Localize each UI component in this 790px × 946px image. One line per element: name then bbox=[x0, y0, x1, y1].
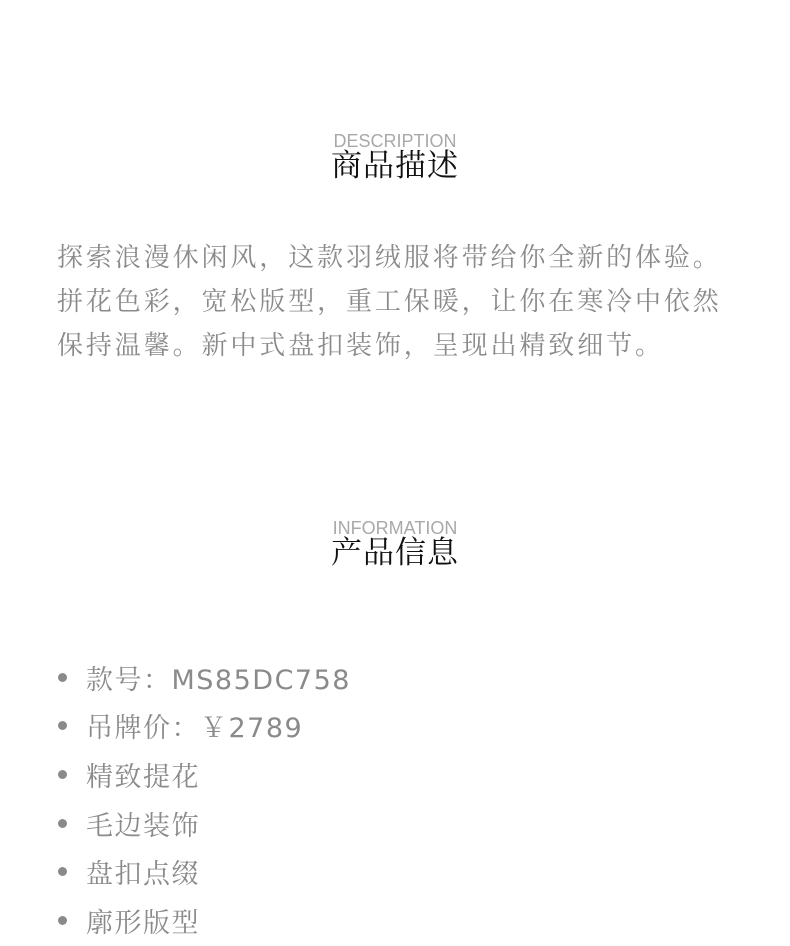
information-eyebrow: INFORMATION bbox=[332, 518, 458, 538]
bullet-icon bbox=[58, 770, 67, 779]
list-item-text: 吊牌价：￥2789 bbox=[86, 713, 304, 745]
list-item bbox=[58, 653, 351, 702]
list-item bbox=[58, 799, 351, 848]
list-item bbox=[58, 750, 351, 799]
list-item-text: 廓形版型 bbox=[86, 907, 200, 939]
bullet-icon bbox=[58, 867, 67, 876]
bullet-icon bbox=[58, 819, 67, 828]
description-header bbox=[0, 131, 790, 183]
list-item-text: 款号：MS85DC758 bbox=[86, 664, 351, 696]
description-eyebrow: DESCRIPTION bbox=[333, 131, 457, 151]
list-item-text: 精致提花 bbox=[86, 761, 200, 793]
description-title: 商品描述 bbox=[331, 148, 459, 184]
list-item bbox=[58, 702, 351, 751]
information-title: 产品信息 bbox=[331, 535, 459, 571]
list-item-text: 盘扣点缀 bbox=[86, 859, 200, 891]
list-item bbox=[58, 847, 351, 896]
information-list bbox=[58, 653, 351, 945]
bullet-icon bbox=[58, 673, 67, 682]
list-item bbox=[58, 896, 351, 945]
list-item-text: 毛边装饰 bbox=[86, 810, 200, 842]
bullet-icon bbox=[58, 721, 67, 730]
information-header bbox=[0, 518, 790, 570]
bullet-icon bbox=[58, 916, 67, 925]
description-paragraph: 探索浪漫休闲风，这款羽绒服将带给你全新的体验。拼花色彩，宽松版型，重工保暖，让你在寒冷中依然保持温馨。新中式盘扣装饰，呈现出精致细节。 bbox=[57, 243, 722, 361]
